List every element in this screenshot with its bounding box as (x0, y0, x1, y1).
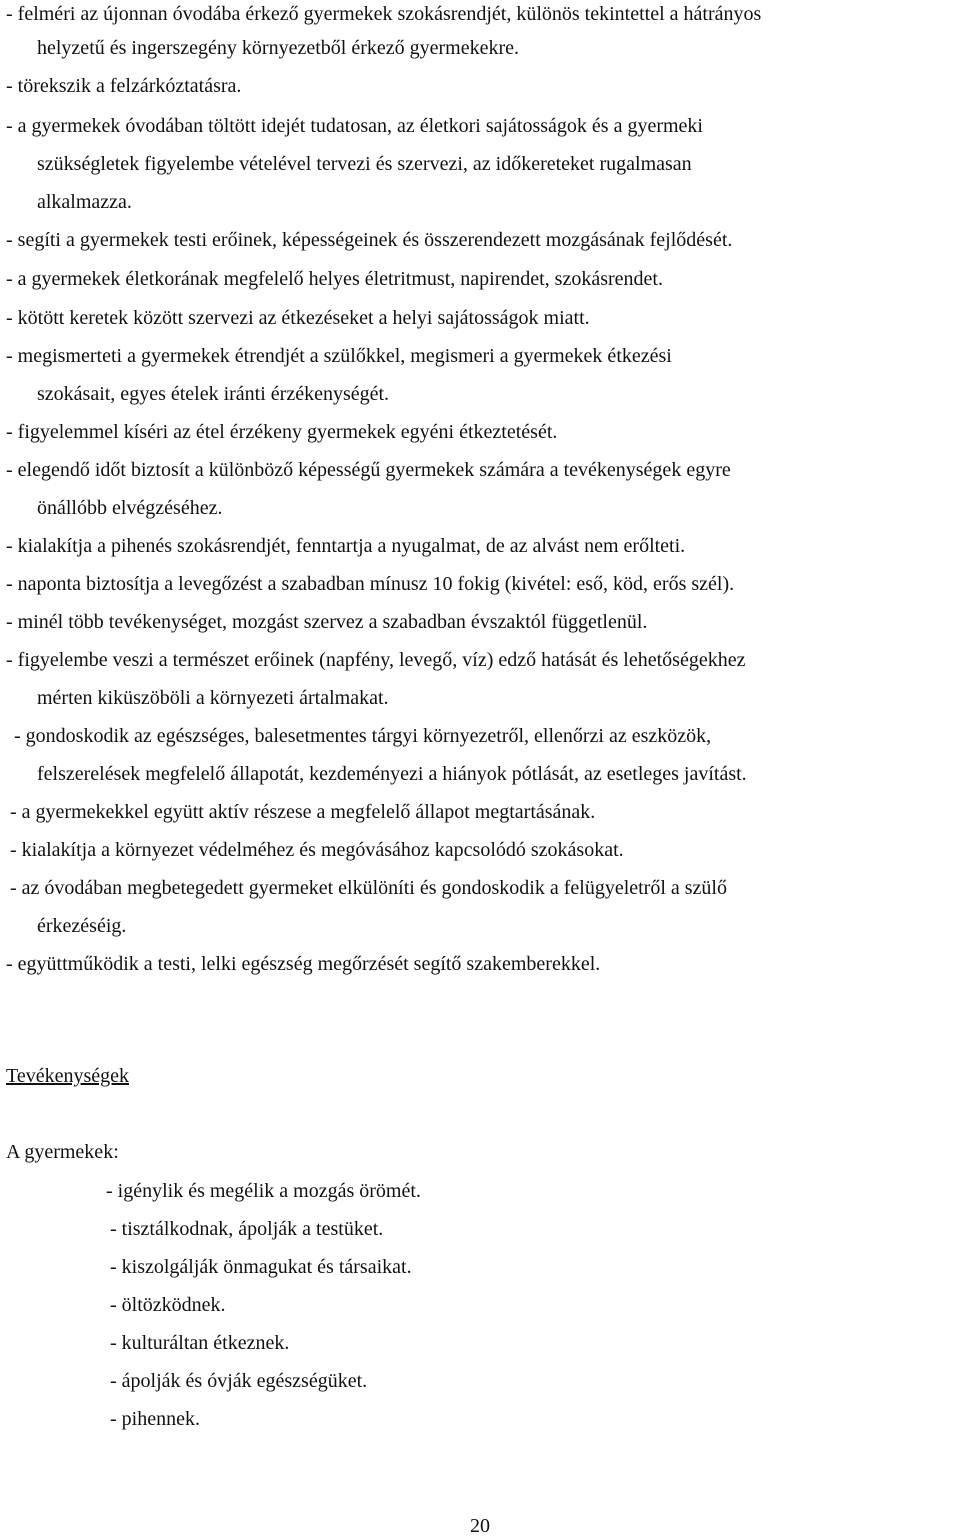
text-line: mérten kiküszöböli a környezeti ártalmakat. (37, 687, 389, 709)
list-item: - kiszolgálják önmagukat és társaikat. (110, 1256, 412, 1278)
text-line: - figyelembe veszi a természet erőinek (napfény, levegő, víz) edző hatását és lehetőségekhez (6, 649, 746, 671)
text-line: - kialakítja a környezet védelméhez és megóvásához kapcsolódó szokásokat. (10, 839, 624, 861)
text-line: - a gyermekek életkorának megfelelő helyes életritmust, napirendet, szokásrendet. (6, 268, 663, 290)
list-item: - tisztálkodnak, ápolják a testüket. (110, 1218, 384, 1240)
text-line: - az óvodában megbetegedett gyermeket elkülöníti és gondoskodik a felügyeletről a szülő (10, 877, 727, 899)
list-item: - igénylik és megélik a mozgás örömét. (106, 1180, 421, 1202)
text-line: - segíti a gyermekek testi erőinek, képességeinek és összerendezett mozgásának fejlődését. (6, 229, 733, 251)
text-line: helyzetű és ingerszegény környezetből érkező gyermekekre. (37, 37, 519, 59)
text-line: - minél több tevékenységet, mozgást szervez a szabadban évszaktól függetlenül. (6, 611, 648, 633)
text-line: - a gyermekekkel együtt aktív részese a megfelelő állapot megtartásának. (10, 801, 596, 823)
text-line: - törekszik a felzárkóztatásra. (6, 75, 242, 97)
text-line: - naponta biztosítja a levegőzést a szabadban mínusz 10 fokig (kivétel: eső, köd, erős szél). (6, 573, 735, 595)
text-line: - figyelemmel kíséri az étel érzékeny gyermekek egyéni étkeztetését. (6, 421, 558, 443)
list-item: - öltözködnek. (110, 1294, 226, 1316)
text-line: - együttműködik a testi, lelki egészség megőrzését segítő szakemberekkel. (6, 953, 601, 975)
list-item: - kulturáltan étkeznek. (110, 1332, 290, 1354)
text-line: érkezéséig. (37, 915, 127, 937)
text-line: önállóbb elvégzéséhez. (37, 497, 223, 519)
text-line: - a gyermekek óvodában töltött idejét tudatosan, az életkori sajátosságok és a gyermeki (6, 115, 703, 137)
text-line: szokásait, egyes ételek iránti érzékenységét. (37, 383, 390, 405)
text-line: alkalmazza. (37, 191, 132, 213)
text-line: - megismerteti a gyermekek étrendjét a szülőkkel, megismeri a gyermekek étkezési (6, 345, 672, 367)
text-line: - elegendő időt biztosít a különböző képességű gyermekek számára a tevékenységek egyre (6, 459, 731, 481)
text-line: - kialakítja a pihenés szokásrendjét, fenntartja a nyugalmat, de az alvást nem erőlteti. (6, 535, 686, 557)
text-line: - gondoskodik az egészséges, balesetmentes tárgyi környezetről, ellenőrzi az eszközök, (14, 725, 712, 747)
text-line: - felméri az újonnan óvodába érkező gyermekek szokásrendjét, különös tekintettel a hátrányos (6, 3, 762, 25)
text-line: felszerelések megfelelő állapotát, kezdeményezi a hiányok pótlását, az esetleges javítást. (37, 763, 747, 785)
text-line: - kötött keretek között szervezi az étkezéseket a helyi sajátosságok miatt. (6, 307, 590, 329)
text-line: szükségletek figyelembe vételével tervezi és szervezi, az időkereteket rugalmasan (37, 153, 692, 175)
list-item: - pihennek. (110, 1408, 200, 1430)
section-heading: Tevékenységek (6, 1065, 129, 1087)
page-number: 20 (470, 1515, 490, 1537)
list-item: - ápolják és óvják egészségüket. (110, 1370, 368, 1392)
section-intro: A gyermekek: (6, 1141, 119, 1163)
